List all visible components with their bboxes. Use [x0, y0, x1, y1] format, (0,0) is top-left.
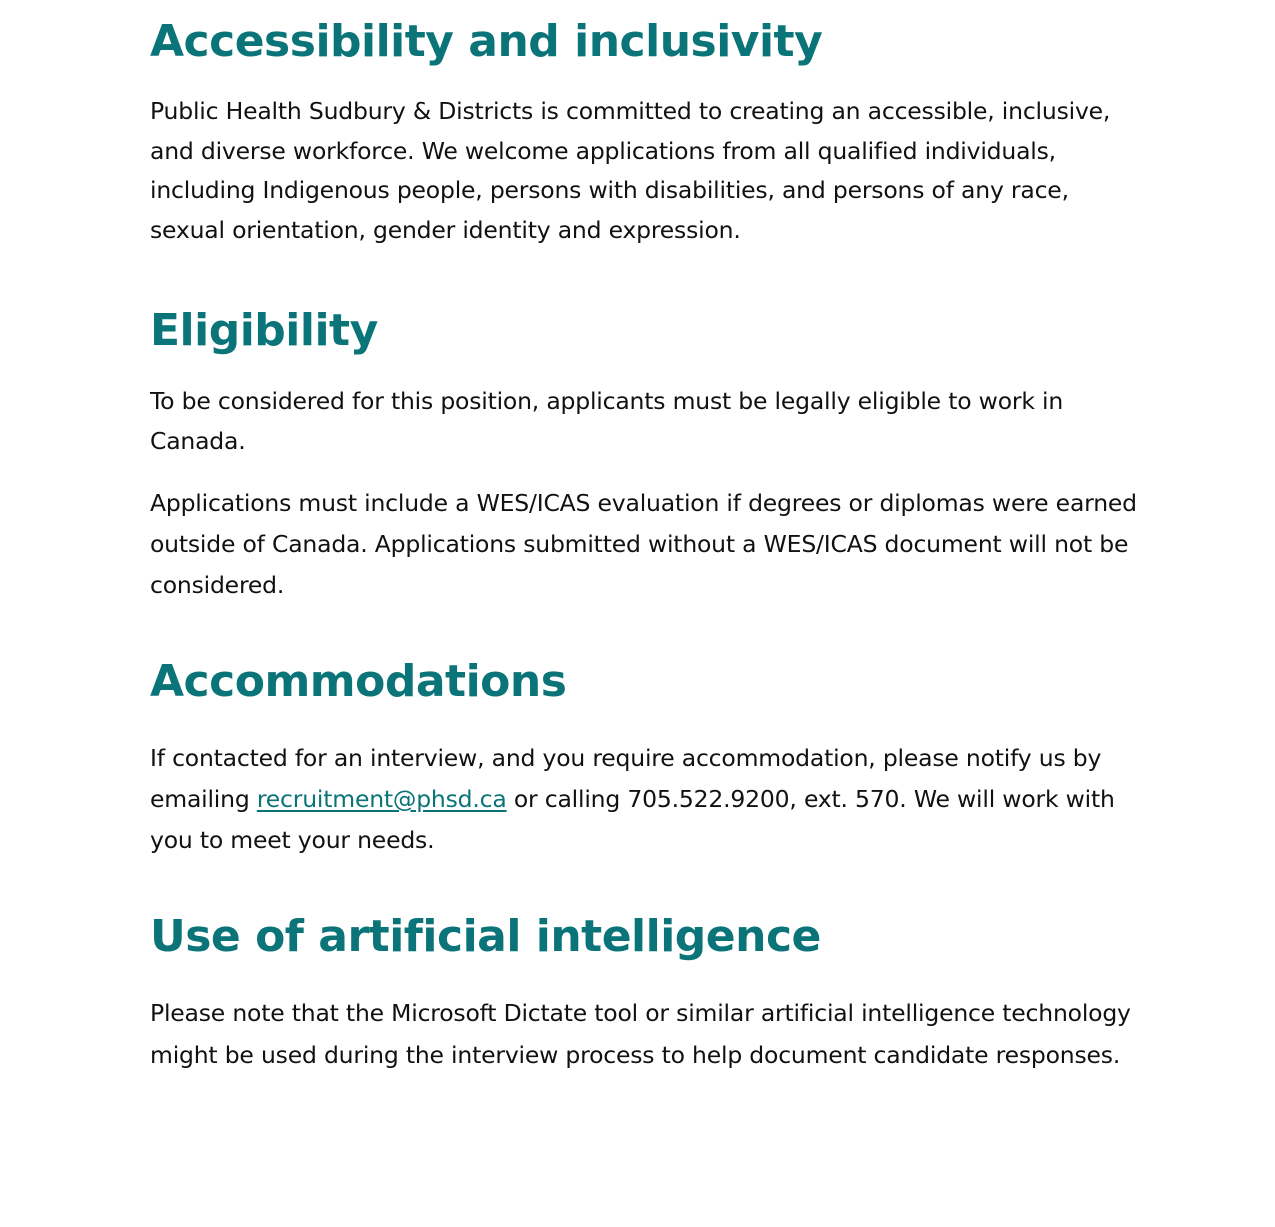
- accommodations-text-after: or calling 705.522.9200, ext. 570. We will work with you to meet your needs.: [150, 785, 1115, 854]
- heading-artificial-intelligence: Use of artificial intelligence: [150, 911, 821, 962]
- paragraph-eligibility-wes-icas: Applications must include a WES/ICAS evaluation if degrees or diplomas were earned outside of Canada. Applications submitted without a WES/ICAS document will not be considered.: [150, 489, 1137, 599]
- heading-eligibility: Eligibility: [150, 305, 378, 356]
- paragraph-accommodations: [150, 738, 1140, 861]
- paragraph-artificial-intelligence: Please note that the Microsoft Dictate tool or similar artificial intelligence technology might be used during the interview process to help document candidate responses.: [150, 999, 1131, 1069]
- accommodations-text-before: If contacted for an interview, and you require accommodation, please notify us by emailing: [150, 744, 1102, 813]
- paragraph-accessibility: Public Health Sudbury & Districts is committed to creating an accessible, inclusive, and diverse workforce. We welcome applications from all qualified individuals, including Indigenous people, persons with disabilities, and persons of any race, sexual orientation, gender identity and expression.: [150, 97, 1111, 244]
- paragraph-eligibility-work: To be considered for this position, applicants must be legally eligible to work in Canada.: [150, 387, 1064, 455]
- heading-accommodations: Accommodations: [150, 656, 567, 707]
- recruitment-email-link[interactable]: recruitment@phsd.ca: [256, 785, 507, 813]
- heading-accessibility: Accessibility and inclusivity: [150, 16, 823, 67]
